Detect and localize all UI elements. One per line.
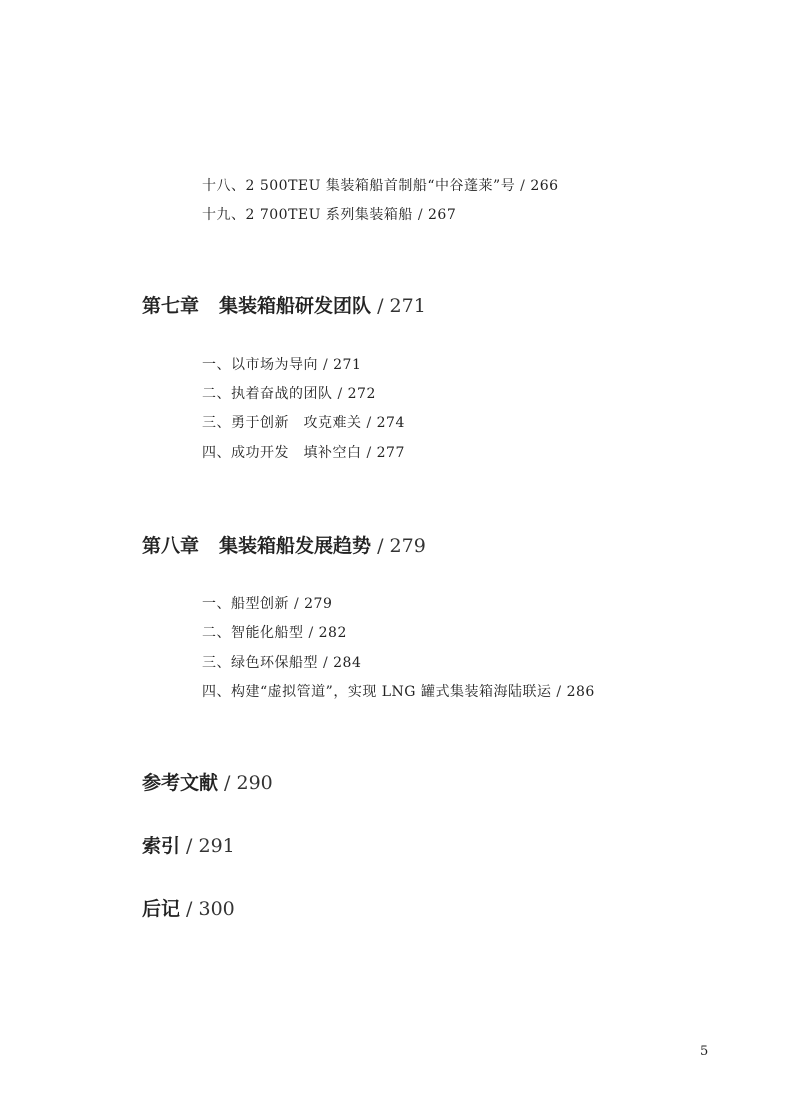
page-number: 5 xyxy=(700,1044,709,1059)
toc-entry xyxy=(202,414,405,432)
back-matter-heading xyxy=(142,771,273,795)
toc-separator: / xyxy=(318,357,334,373)
chapter-page: 271 xyxy=(389,295,426,317)
chapter-title: 集装箱船研发团队 xyxy=(219,295,372,317)
toc-entry-page: 266 xyxy=(530,178,559,194)
toc-entry-page: 267 xyxy=(428,207,457,223)
toc-separator: / xyxy=(332,386,348,402)
back-matter-title: 索引 xyxy=(142,835,181,857)
toc-separator: / xyxy=(515,178,531,194)
toc-entry-label: 一、船型创新 xyxy=(202,596,289,612)
chapter-number: 第八章 xyxy=(142,535,200,557)
toc-entry-page: 271 xyxy=(333,357,362,373)
toc-separator: / xyxy=(303,625,319,641)
toc-entry-label: 二、执着奋战的团队 xyxy=(202,386,333,402)
toc-entry-page: 274 xyxy=(376,415,405,431)
toc-entry-label: 十八、2 500TEU 集装箱船首制船“中谷蓬莱”号 xyxy=(202,178,516,194)
back-matter-title: 后记 xyxy=(142,898,181,920)
toc-entry-label: 三、绿色环保船型 xyxy=(202,655,318,671)
toc-entry xyxy=(202,206,456,224)
toc-separator: / xyxy=(412,207,429,223)
chapter-heading xyxy=(142,534,426,558)
back-matter-page: 300 xyxy=(198,898,235,920)
back-matter-heading xyxy=(142,834,235,858)
back-matter-page: 290 xyxy=(236,772,273,794)
toc-separator: / xyxy=(551,684,567,700)
toc-entry xyxy=(202,595,332,613)
toc-entry-label: 一、以市场为导向 xyxy=(202,357,318,373)
toc-entry xyxy=(202,177,559,195)
toc-separator: / xyxy=(180,898,199,920)
toc-entry-page: 279 xyxy=(304,596,333,612)
back-matter-title: 参考文献 xyxy=(142,772,219,794)
toc-entry xyxy=(202,624,347,642)
toc-entry xyxy=(202,444,405,462)
toc-entry xyxy=(202,385,376,403)
chapter-title: 集装箱船发展趋势 xyxy=(219,535,372,557)
toc-entry-page: 282 xyxy=(318,625,347,641)
toc-separator: / xyxy=(361,415,377,431)
toc-entry-label: 四、成功开发 填补空白 xyxy=(202,445,362,461)
toc-entry-label: 二、智能化船型 xyxy=(202,625,304,641)
toc-separator: / xyxy=(371,295,390,317)
back-matter-page: 291 xyxy=(198,835,235,857)
toc-entry-page: 272 xyxy=(347,386,376,402)
toc-entry-page: 284 xyxy=(333,655,362,671)
toc-entry xyxy=(202,683,595,701)
toc-entry-label: 三、勇于创新 攻克难关 xyxy=(202,415,362,431)
chapter-page: 279 xyxy=(389,535,426,557)
toc-entry-label: 四、构建“虚拟管道”，实现 LNG 罐式集装箱海陆联运 xyxy=(202,684,552,700)
chapter-number: 第七章 xyxy=(142,295,200,317)
chapter-heading xyxy=(142,294,426,318)
toc-separator: / xyxy=(371,535,390,557)
toc-entry-label: 十九、2 700TEU 系列集装箱船 xyxy=(202,207,413,223)
toc-entry-page: 286 xyxy=(566,684,595,700)
toc-entry xyxy=(202,356,361,374)
toc-entry-page: 277 xyxy=(376,445,405,461)
toc-entry xyxy=(202,654,361,672)
toc-separator: / xyxy=(218,772,237,794)
toc-separator: / xyxy=(361,445,377,461)
toc-separator: / xyxy=(180,835,199,857)
toc-separator: / xyxy=(318,655,334,671)
back-matter-heading xyxy=(142,897,235,921)
toc-separator: / xyxy=(289,596,305,612)
